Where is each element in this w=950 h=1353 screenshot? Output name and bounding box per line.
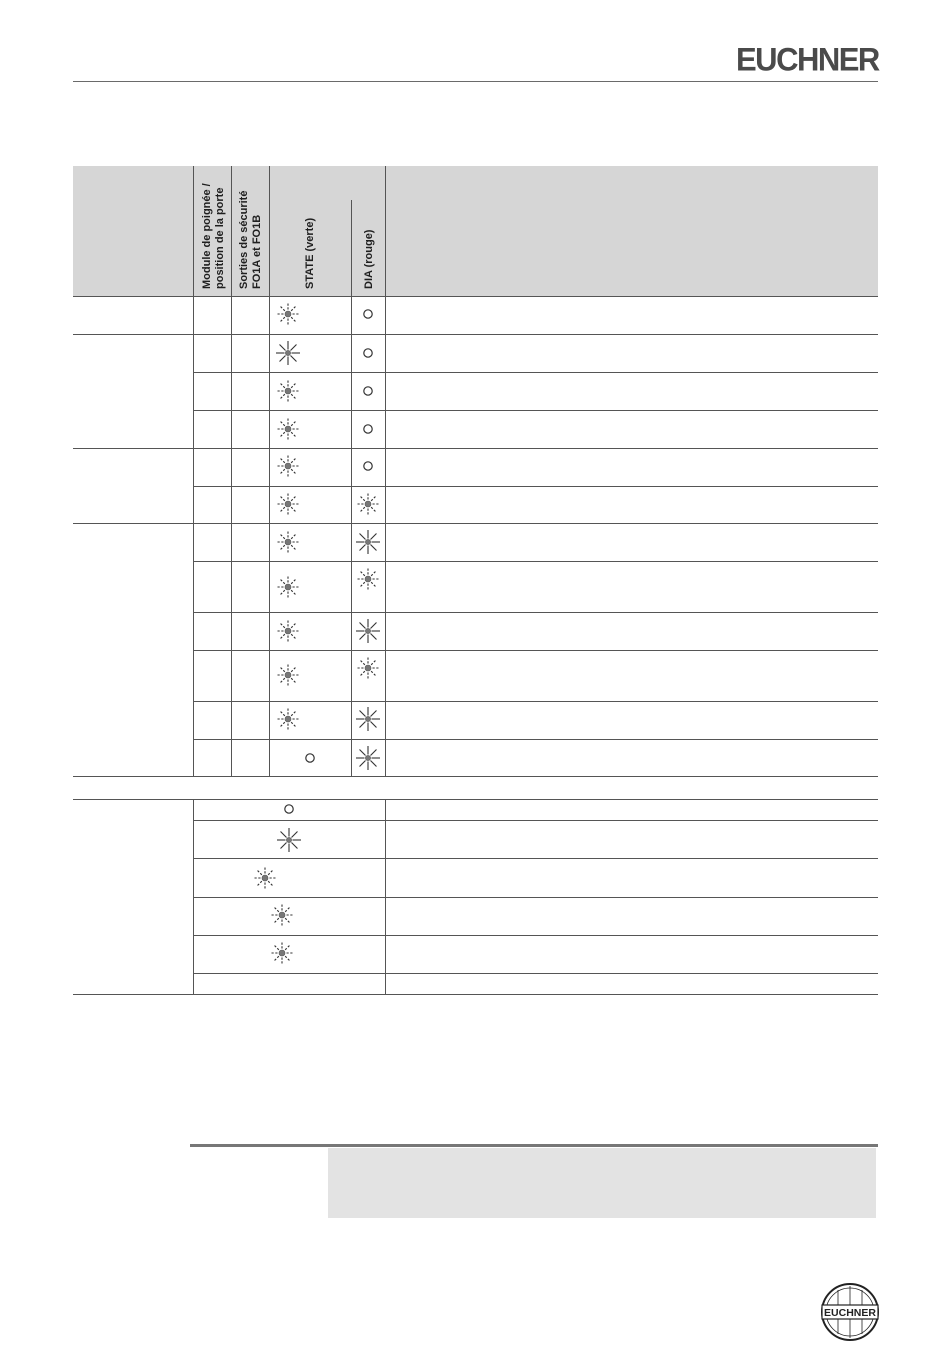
- led-flashing-icon: [275, 491, 301, 517]
- euchner-logo: EUCHNER: [736, 41, 879, 78]
- header-module: [201, 183, 227, 289]
- header-outputs: [238, 191, 264, 289]
- led-flashing-icon: [275, 416, 301, 442]
- led-flashing-icon: [355, 491, 381, 517]
- table-rule: [193, 372, 878, 373]
- table-rule: [193, 650, 878, 651]
- table-rule: [193, 701, 878, 702]
- table-col-rule: [231, 296, 232, 776]
- note-box: [328, 1148, 876, 1218]
- led-flashing-icon: [275, 662, 301, 688]
- seal-text: EUCHNER: [824, 1307, 876, 1319]
- led-on-icon: [355, 529, 381, 555]
- led-flashing-icon: [269, 940, 295, 966]
- table-col-rule: [193, 799, 194, 994]
- table-rule: [193, 486, 878, 487]
- led-flashing-icon: [355, 566, 381, 592]
- euchner-seal-logo: [820, 1282, 880, 1342]
- led-flashing-icon: [275, 301, 301, 327]
- table-rule: [193, 897, 878, 898]
- table-rule: [193, 410, 878, 411]
- led-off-icon: [362, 347, 374, 359]
- led-on-icon: [355, 745, 381, 771]
- header-outputs-line2: FO1A et FO1B: [251, 214, 263, 289]
- led-off-icon: [283, 803, 295, 815]
- table-col-rule: [193, 296, 194, 776]
- led-off-icon: [362, 385, 374, 397]
- note-rule: [190, 1144, 878, 1147]
- table-col-rule: [193, 166, 194, 296]
- led-off-icon: [362, 460, 374, 472]
- table-col-rule: [351, 200, 352, 296]
- header-module-line1: Module de poignée /: [201, 183, 213, 289]
- table-col-rule: [269, 296, 270, 776]
- header-state: STATE (verte): [304, 217, 316, 289]
- led-off-icon: [362, 423, 374, 435]
- table-rule: [193, 935, 878, 936]
- led-flashing-icon: [275, 378, 301, 404]
- table-col-rule: [231, 166, 232, 296]
- led-flashing-icon: [252, 865, 278, 891]
- table-col-rule: [351, 296, 352, 776]
- table-rule: [193, 858, 878, 859]
- led-on-icon: [355, 618, 381, 644]
- table-rule: [73, 994, 878, 995]
- table-col-rule: [385, 799, 386, 994]
- led-flashing-icon: [275, 453, 301, 479]
- table-col-rule: [385, 166, 386, 296]
- led-flashing-icon: [275, 618, 301, 644]
- table-rule: [193, 739, 878, 740]
- header-rule: [73, 81, 878, 82]
- led-flashing-icon: [269, 902, 295, 928]
- led-flashing-icon: [275, 574, 301, 600]
- led-on-icon: [276, 827, 302, 853]
- table-rule: [193, 973, 878, 974]
- table-rule: [193, 820, 878, 821]
- table-rule: [193, 561, 878, 562]
- header-outputs-line1: Sorties de sécurité: [238, 190, 250, 289]
- header-module-line2: position de la porte: [214, 187, 226, 289]
- led-off-icon: [304, 752, 316, 764]
- led-off-icon: [362, 308, 374, 320]
- led-on-icon: [355, 706, 381, 732]
- led-on-icon: [275, 340, 301, 366]
- led-flashing-icon: [275, 529, 301, 555]
- table-rule: [73, 776, 878, 777]
- table-col-rule: [269, 166, 270, 296]
- led-flashing-icon: [275, 706, 301, 732]
- led-flashing-icon: [355, 655, 381, 681]
- table-col-rule: [385, 296, 386, 776]
- header-dia: DIA (rouge): [363, 229, 375, 289]
- table-rule: [193, 612, 878, 613]
